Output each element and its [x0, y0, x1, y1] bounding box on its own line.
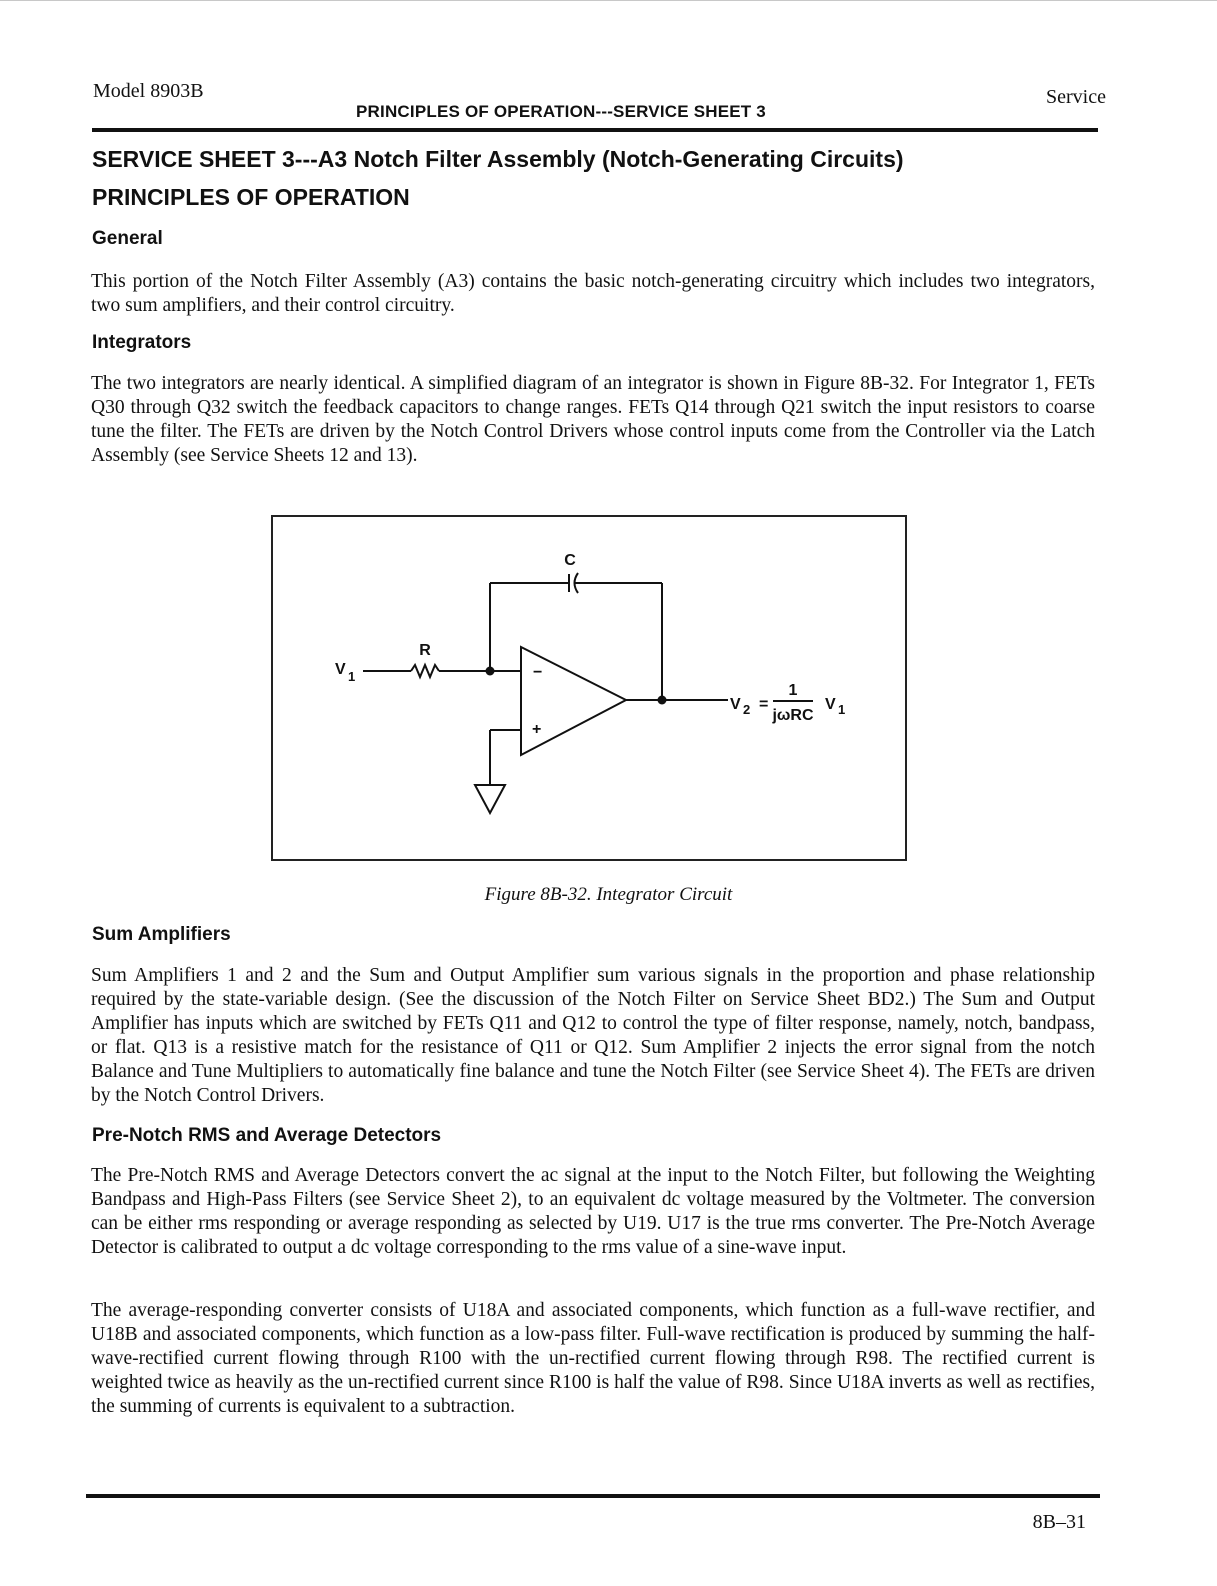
running-head: PRINCIPLES OF OPERATION---SERVICE SHEET 3: [356, 102, 766, 121]
input-voltage-subscript: 1: [348, 669, 356, 684]
heading-sum-amplifiers: Sum Amplifiers: [92, 924, 231, 945]
output-factor-label: V: [825, 696, 836, 713]
paragraph-pre-notch-2: The average-responding converter consists of U18A and associated components, which function as a full-wave rectifier, and U18B and associated components, which function as a low-pass filter. Full-wave rectification is produced by summing the half-wave-rectified current flowing through R100 with the un-rectified current flowing through R98. The rectified current is weighted twice as heavily as the un-rectified current since R100 is half the value of R98. Since U18A inverts as well as rectifies, the summing of currents is equivalent to a subtraction.: [91, 1300, 1095, 1417]
heading-integrators: Integrators: [92, 332, 192, 353]
output-junction-dot: [658, 696, 667, 705]
equals-sign: =: [759, 696, 769, 713]
figure-caption: Figure 8B-32. Integrator Circuit: [484, 884, 733, 905]
page-subtitle: PRINCIPLES OF OPERATION: [92, 184, 410, 210]
capacitor-label: C: [564, 552, 576, 569]
input-voltage-label: V: [335, 661, 346, 678]
header-rule: [92, 128, 1098, 132]
ground-symbol: [475, 785, 505, 813]
inverting-input-label: −: [533, 664, 543, 681]
paragraph-integrators: The two integrators are nearly identical. A simplified diagram of an integrator is shown in Figure 8B-32. For Integrator 1, FETs Q30 through Q32 switch the feedback capacitors to change ranges. FETs Q14 through Q21 switch the input resistors to coarse tune the filter. The FETs are driven by the Notch Control Drivers whose control inputs come from the Controller via the Latch Assembly (see Service Sheets 12 and 13).: [91, 373, 1095, 466]
page-edge-line: [0, 0, 1217, 1]
page-title: SERVICE SHEET 3---A3 Notch Filter Assembly (Notch-Generating Circuits): [92, 146, 904, 172]
fraction-numerator: 1: [788, 682, 798, 699]
paragraph-pre-notch-1: The Pre-Notch RMS and Average Detectors convert the ac signal at the input to the Notch Filter, but following the Weighting Bandpass and High-Pass Filters (see Service Sheet 2), to an equivalent dc voltage measured by the Voltmeter. The conversion can be either rms responding or average responding as selected by U19. U17 is the true rms converter. The Pre-Notch Average Detector is calibrated to output a dc voltage corresponding to the rms value of a sine-wave input.: [91, 1165, 1095, 1258]
resistor-label: R: [419, 642, 431, 659]
model-label: Model 8903B: [93, 80, 204, 102]
noninverting-input-label: +: [532, 721, 542, 738]
resistor-symbol: [411, 665, 439, 677]
integrator-schematic: [273, 517, 905, 859]
paragraph-general: This portion of the Notch Filter Assembly (A3) contains the basic notch-generating circuitry which includes two integrators, two sum amplifiers, and their control circuitry.: [91, 271, 1095, 316]
output-voltage-subscript: 2: [743, 702, 751, 717]
footer-rule: [86, 1494, 1100, 1498]
schematic-wires: [363, 573, 813, 813]
output-factor-subscript: 1: [838, 702, 846, 717]
output-voltage-label: V: [730, 696, 741, 713]
section-label: Service: [1046, 86, 1106, 108]
heading-pre-notch-detectors: Pre-Notch RMS and Average Detectors: [92, 1125, 442, 1146]
input-junction-dot: [486, 667, 495, 676]
paragraph-sum-amplifiers: Sum Amplifiers 1 and 2 and the Sum and Output Amplifier sum various signals in the proportion and phase relationship required by the state-variable design. (See the discussion of the Notch Filter on Service Sheet BD2.) The Sum and Output Amplifier has inputs which are switched by FETs Q11 and Q12 to control the type of filter response, namely, notch, bandpass, or flat. Q13 is a resistive match for the resistance of Q11 or Q12. Sum Amplifier 2 injects the error signal from the notch Balance and Tune Multipliers to automatically fine balance and tune the Notch Filter (see Service Sheet 4). The FETs are driven by the Notch Control Drivers.: [91, 965, 1095, 1106]
page-number: 8B–31: [1032, 1511, 1086, 1533]
heading-general: General: [92, 228, 163, 249]
fraction-denominator: jωRC: [772, 707, 814, 724]
